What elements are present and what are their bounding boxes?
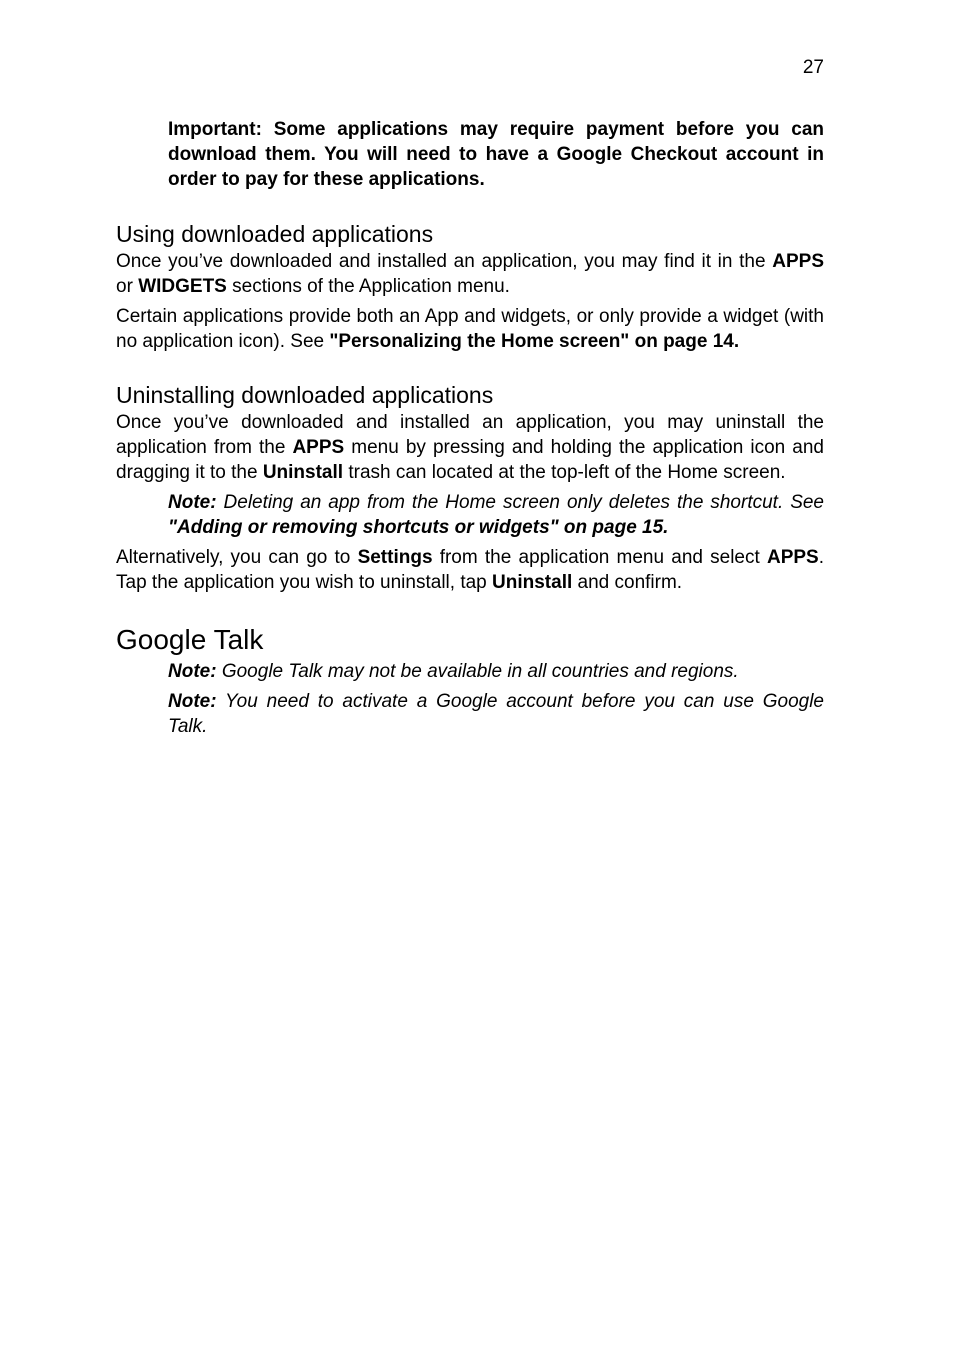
uninstalling-paragraph-1 xyxy=(116,410,824,485)
uninstall-term: Uninstall xyxy=(492,572,573,593)
note-label: Note: xyxy=(168,691,217,712)
text-run: Once you’ve downloaded and installed an application, you may find it in the xyxy=(116,251,773,272)
note-label: Note: xyxy=(168,661,217,682)
text-run: Once you’ve downloaded and installed an application, you may uninstall the application from the xyxy=(116,412,824,458)
apps-term: APPS xyxy=(766,547,819,568)
important-notice: Important: Some applications may require payment before you can download them. You will need to have a Google Checkout account in order to pay for these applications. xyxy=(168,119,824,190)
text-run: from the application menu and select xyxy=(432,547,767,568)
widgets-term: WIDGETS xyxy=(138,276,227,297)
text-run: You need to activate a Google account before you can use Google Talk. xyxy=(168,691,824,737)
settings-term: Settings xyxy=(357,547,433,568)
uninstalling-paragraph-2 xyxy=(116,545,824,595)
heading-uninstalling-downloaded-applications: Uninstalling downloaded applications xyxy=(116,382,494,408)
uninstall-term: Uninstall xyxy=(262,462,344,483)
using-paragraph-1 xyxy=(116,249,824,299)
page-content xyxy=(116,117,824,739)
text-run: sections of the Application menu. xyxy=(226,276,510,297)
text-run: or xyxy=(116,276,139,297)
google-talk-note-account xyxy=(168,689,824,739)
google-talk-note-availability xyxy=(168,659,824,684)
text-run: Certain applications provide both an App and widgets, or only provide a widget (with no application icon). See xyxy=(116,306,824,352)
text-run: Google Talk may not be available in all countries and regions. xyxy=(216,661,739,682)
apps-term: APPS xyxy=(772,251,824,272)
page-number: 27 xyxy=(802,57,824,78)
cross-reference-shortcuts: "Adding or removing shortcuts or widgets" on page 15. xyxy=(168,517,669,538)
using-paragraph-2 xyxy=(116,304,824,354)
cross-reference-personalizing: "Personalizing the Home screen" on page 14. xyxy=(329,331,740,352)
note-label: Note: xyxy=(168,492,217,513)
text-run: and confirm. xyxy=(572,572,683,593)
text-run: . Tap the application you wish to uninstall, tap xyxy=(116,547,824,593)
text-run: trash can located at the top-left of the Home screen. xyxy=(343,462,786,483)
text-run: Alternatively, you can go to xyxy=(116,547,358,568)
text-run: Deleting an app from the Home screen only deletes the shortcut. See xyxy=(216,492,824,513)
text-run: menu by pressing and holding the application icon and dragging it to the xyxy=(116,437,824,483)
heading-using-downloaded-applications: Using downloaded applications xyxy=(116,221,434,247)
uninstall-note xyxy=(168,490,824,540)
apps-term: APPS xyxy=(292,437,345,458)
heading-google-talk: Google Talk xyxy=(116,624,264,655)
